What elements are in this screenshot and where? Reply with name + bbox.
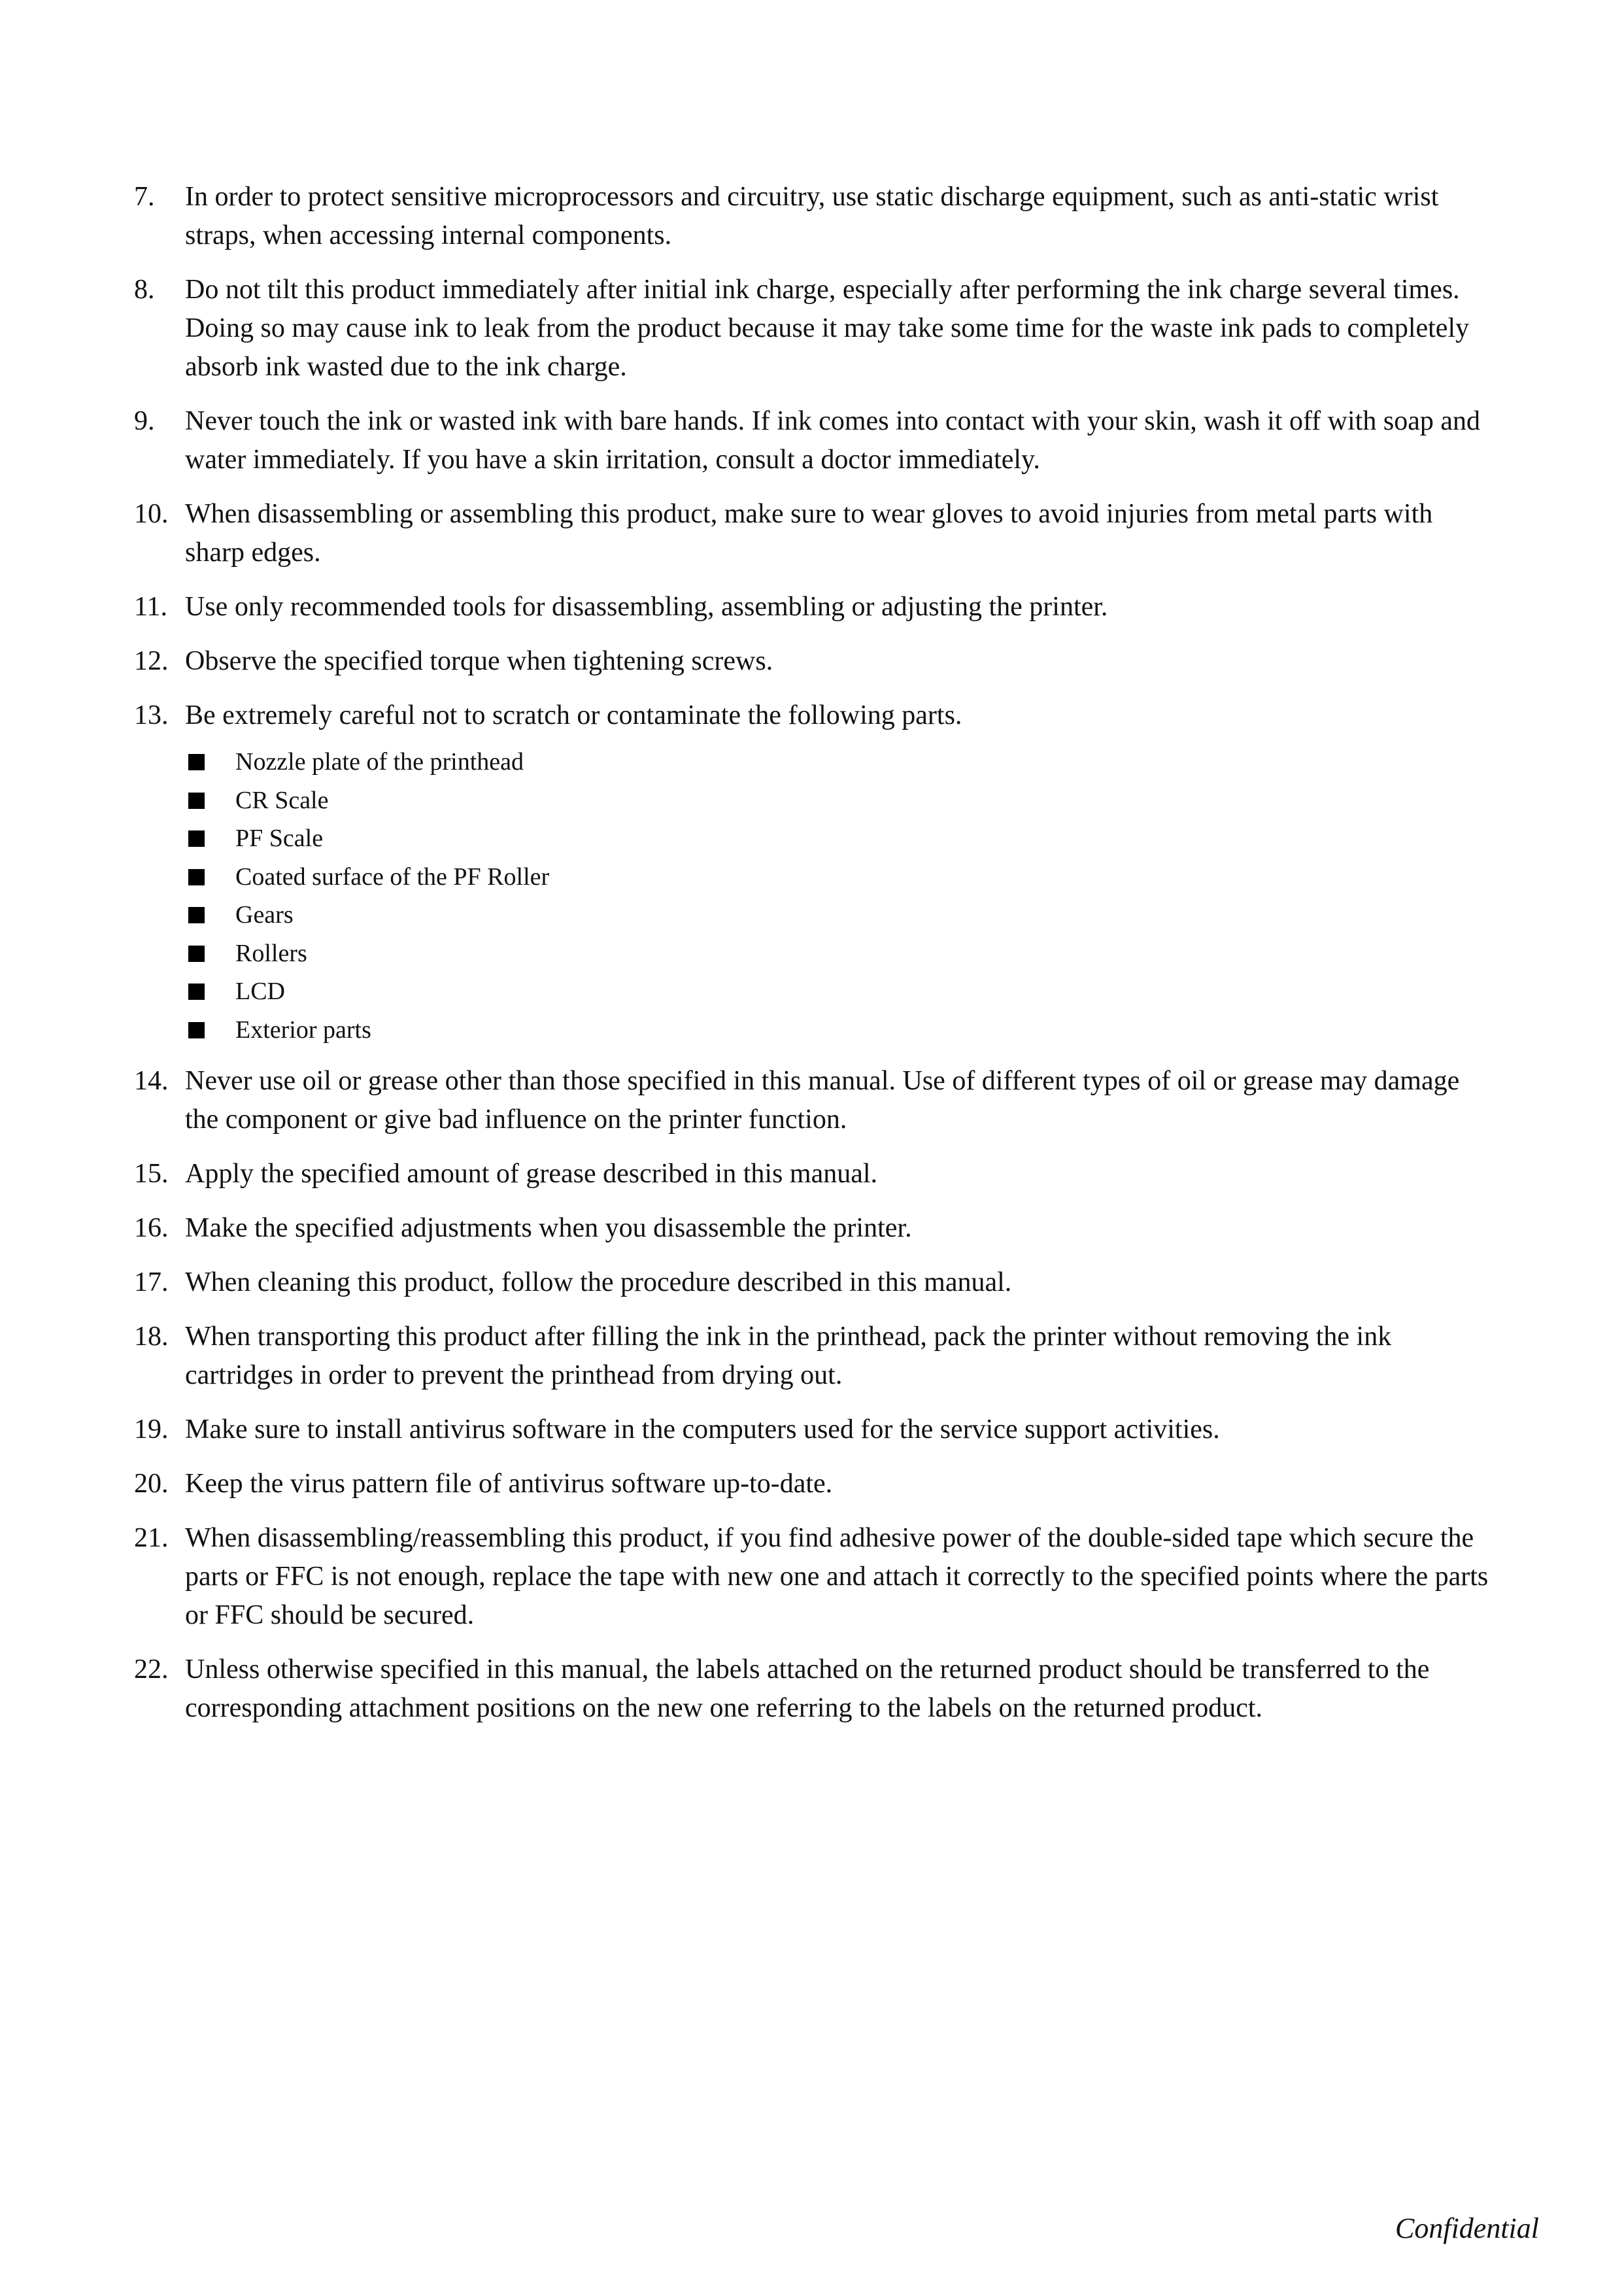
sublist-item: [134, 819, 1494, 858]
sublist-item: [134, 743, 1494, 781]
sublist-item-text: Rollers: [235, 939, 307, 967]
item-text: Make sure to install antivirus software in the computers used for the service support activities.: [185, 1414, 1220, 1445]
sublist-item-text: Coated surface of the PF Roller: [235, 863, 550, 891]
item-number: 11.: [134, 592, 167, 622]
square-bullet-icon: [188, 984, 205, 1000]
item-number: 21.: [134, 1523, 169, 1553]
item-number: 19.: [134, 1414, 169, 1445]
confidential-footer: Confidential: [1395, 2212, 1539, 2244]
item-text: When disassembling or assembling this product, make sure to wear gloves to avoid injuries from metal parts with sharp edges.: [185, 499, 1433, 568]
item-number: 17.: [134, 1267, 169, 1297]
item-text: Use only recommended tools for disassembling, assembling or adjusting the printer.: [185, 592, 1108, 622]
item-text: When cleaning this product, follow the procedure described in this manual.: [185, 1267, 1012, 1297]
square-bullet-icon: [188, 754, 205, 770]
list-item: [134, 271, 1494, 386]
sublist-item-text: Nozzle plate of the printhead: [235, 748, 524, 776]
sublist-item-text: PF Scale: [235, 825, 324, 852]
sublist-item: [134, 972, 1494, 1011]
item-number: 13.: [134, 700, 169, 730]
item-number: 14.: [134, 1066, 169, 1096]
square-bullet-icon: [188, 830, 205, 847]
item-number: 16.: [134, 1213, 169, 1243]
sublist-item-text: Exterior parts: [235, 1016, 371, 1044]
list-item: [134, 1209, 1494, 1248]
item-text: Never use oil or grease other than those specified in this manual. Use of different types of oil or grease may damage the component or give bad influence on the printer function.: [185, 1066, 1460, 1135]
sublist-item-text: LCD: [235, 978, 285, 1005]
sublist-item-text: Gears: [235, 901, 294, 929]
list-item: [134, 495, 1494, 572]
square-bullet-icon: [188, 869, 205, 885]
list-item: [134, 1411, 1494, 1449]
item-number: 20.: [134, 1469, 169, 1499]
item-text: Observe the specified torque when tightening screws.: [185, 646, 773, 676]
item-number: 7.: [134, 182, 155, 212]
list-item: [134, 1519, 1494, 1635]
item-text: When transporting this product after filling the ink in the printhead, pack the printer without removing the ink cartridges in order to prevent the printhead from drying out.: [185, 1322, 1392, 1390]
list-item: [134, 642, 1494, 681]
item-text: In order to protect sensitive microprocessors and circuitry, use static discharge equipment, such as anti-static wrist straps, when accessing internal components.: [185, 182, 1439, 250]
list-item: [134, 1263, 1494, 1302]
precautions-list: [134, 178, 1494, 1743]
sublist-item: [134, 858, 1494, 897]
list-item: [134, 1062, 1494, 1139]
list-item: [134, 402, 1494, 479]
item-number: 8.: [134, 275, 155, 305]
sublist-item: [134, 1011, 1494, 1050]
item-text: Never touch the ink or wasted ink with bare hands. If ink comes into contact with your skin, wash it off with soap and water immediately. If you have a skin irritation, consult a doctor immediately.: [185, 406, 1480, 475]
square-bullet-icon: [188, 946, 205, 962]
item-text: Make the specified adjustments when you disassemble the printer.: [185, 1213, 912, 1243]
item-text: Keep the virus pattern file of antivirus software up-to-date.: [185, 1469, 833, 1499]
item-text: Apply the specified amount of grease described in this manual.: [185, 1159, 878, 1189]
list-item: [134, 1465, 1494, 1503]
square-bullet-icon: [188, 907, 205, 923]
item-text: When disassembling/reassembling this product, if you find adhesive power of the double-sided tape which secure the parts or FFC is not enough, replace the tape with new one and attach it correctly to the specified points where the parts or FFC should be secured.: [185, 1523, 1489, 1630]
sublist-item-text: CR Scale: [235, 786, 329, 814]
sublist-item: [134, 934, 1494, 973]
sublist-item: [134, 781, 1494, 820]
square-bullet-icon: [188, 1022, 205, 1038]
parts-sublist: [134, 743, 1494, 1049]
list-item: [134, 588, 1494, 626]
square-bullet-icon: [188, 793, 205, 809]
item-text: Be extremely careful not to scratch or contaminate the following parts.: [185, 700, 962, 730]
list-item: [134, 1155, 1494, 1193]
item-number: 12.: [134, 646, 169, 676]
item-number: 18.: [134, 1322, 169, 1352]
list-item: [134, 1318, 1494, 1395]
list-item: [134, 696, 1494, 735]
list-item: [134, 178, 1494, 255]
sublist-item: [134, 896, 1494, 934]
item-number: 15.: [134, 1159, 169, 1189]
item-text: Do not tilt this product immediately after initial ink charge, especially after performing the ink charge several times. Doing so may cause ink to leak from the product because it may take some time for the waste ink pads to completely absorb ink wasted due to the ink charge.: [185, 275, 1470, 382]
item-number: 9.: [134, 406, 155, 436]
item-text: Unless otherwise specified in this manual, the labels attached on the returned product should be transferred to the corresponding attachment positions on the new one referring to the labels on the returned product.: [185, 1654, 1430, 1723]
item-number: 10.: [134, 499, 169, 529]
list-item: [134, 1651, 1494, 1728]
item-number: 22.: [134, 1654, 169, 1685]
